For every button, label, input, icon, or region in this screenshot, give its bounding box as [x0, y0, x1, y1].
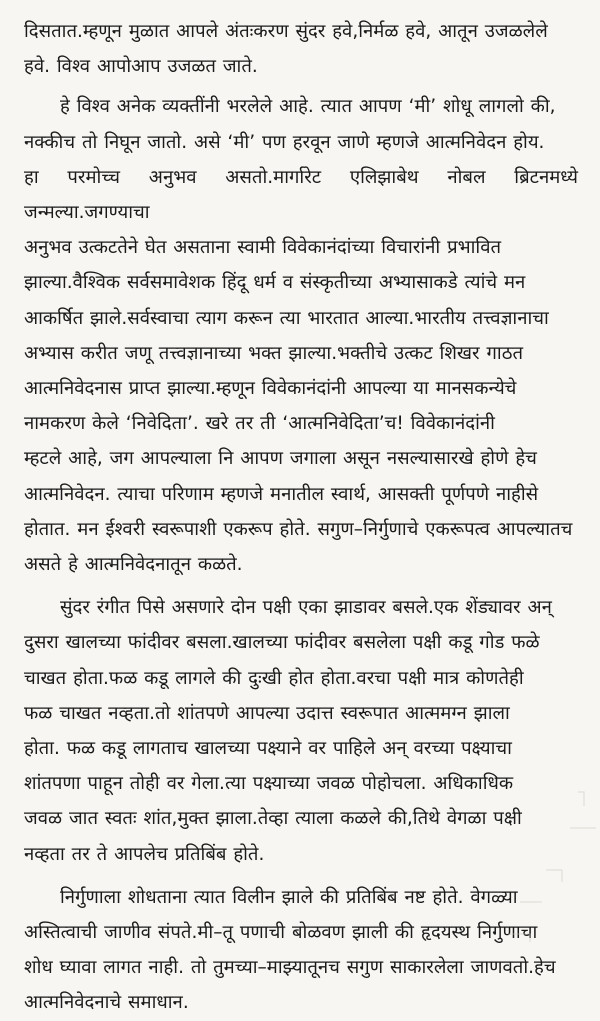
paragraph-4: निर्गुणाला शोधताना त्यात विलीन झाले की प्रतिबिंब नष्ट होते. वेगळ्या अस्तित्वाची जाणीव संपते.मी–तू पणाची बोळवण झाली की हृदयस्थ निर्गुणाचा शोध घ्यावा लागत नाही. तो तुमच्या–माझ्यातूनच सगुण साकारलेला जाणवतो.हेच आत्मनिवेदनाचे समाधान.: [24, 886, 556, 1014]
paragraph-3: सुंदर रंगीत पिसे असणारे दोन पक्षी एका झाडावर बसले.एक शेंड्यावर अन् दुसरा खालच्या फांदीवर बसला.खालच्या फांदीवर बसलेला पक्षी कडू गोड फळे चाखत होता.फळ कडू लागले की दुःखी होत होता.वरचा पक्षी मात्र कोणतेही फळ चाखत नव्हता.तो शांतपणे आपल्या उदात्त स्वरूपात आत्ममग्न झाला होता. फळ कडू लागताच खालच्या पक्ष्याने वर पाहिले अन् वरच्या पक्ष्याचा शांतपणा पाहून तोही वर गेला.त्या पक्ष्याच्या जवळ पोहोचला. अधिकाधिक जवळ जात स्वतः शांत,मुक्त झाला.तेव्हा त्याला कळले की,तिथे वेगळा पक्षी नव्हता तर ते आपलेच प्रतिबिंब होते.: [24, 597, 552, 865]
paragraph-2: हे विश्व अनेक व्यक्तींनी भरलेले आहे. त्यात आपण ‘मी’ शोधू लागलो की, नक्कीच तो निघून जातो. असे ‘मी’ पण हरवून जाणे म्हणजे आत्मनिवेदन होय. हा परमोच्च अनुभव असतो.मार्गारेट एलिझाबेथ नोबल ब्रिटनमध्ये जन्मल्या.जगण्याचा अनुभव उत्कटतेने घेत असताना स्वामी विवेकानंदांच्या विचारांनी प्रभावित झाल्या.वैश्विक सर्वसमावेशक हिंदू धर्म व संस्कृतीच्या अभ्यासाकडे त्यांचे मन आकर्षित झाले.सर्वस्वाचा त्याग करून त्या भारतात आल्या.भारतीय तत्त्वज्ञानाचा अभ्यास करीत जणू तत्त्वज्ञानाच्या भक्त झाल्या.भक्तीचे उत्कट शिखर गाठत आत्मनिवेदनास प्राप्त झाल्या.म्हणून विवेकानंदांनी आपल्या या मानसकन्येचे नामकरण केले ‘निवेदिता’. खरे तर ती ‘आत्मनिवेदिता’च! विवेकानंदांनी म्हटले आहे, जग आपल्याला नि आपण जगाला असून नसल्यासारखे होणे हेच आत्मनिवेदन. त्याचा परिणाम म्हणजे मनातील स्वार्थ, आसक्ती पूर्णपणे नाहीसे होतात. मन ईश्वरी स्वरूपाशी एकरूप होते. सगुण–निर्गुणाचे एकरूपत्व आपल्यातच असते हे आत्मनिवेदनातून कळते.: [24, 96, 578, 576]
paragraph-1: दिसतात.म्हणून मुळात आपले अंतःकरण सुंदर हवे,निर्मळ हवे, आतून उजळलेले हवे. विश्व आपोआप उजळत जाते.: [24, 21, 548, 78]
